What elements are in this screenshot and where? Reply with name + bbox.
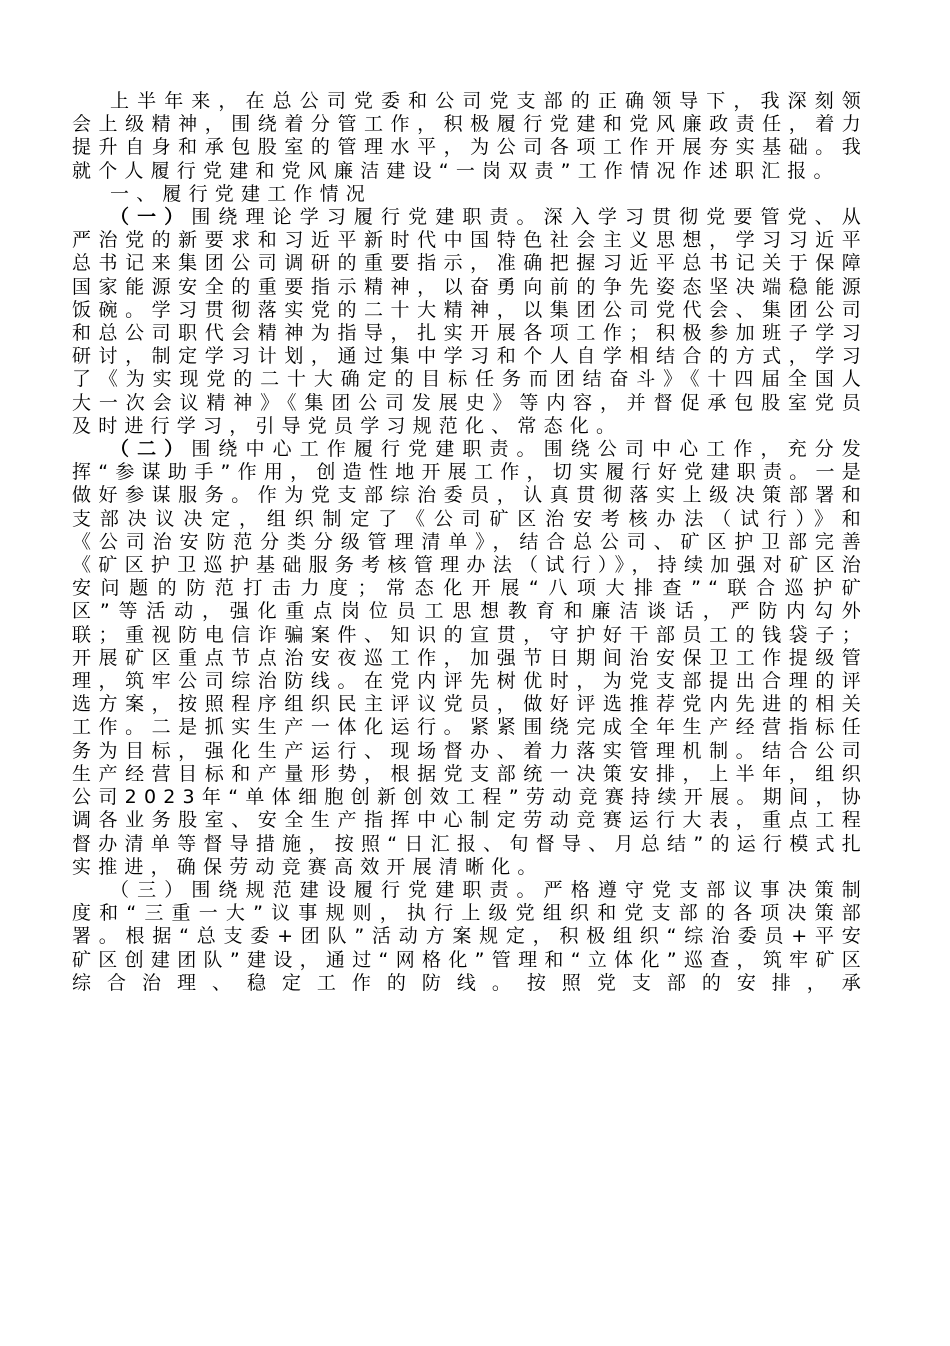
paragraph-2 <box>72 438 868 879</box>
paragraph-3-text: 围绕规范建设履行党建职责。严格遵守党支部议事决策制度和“三重一大”议事规则，执行上级党组织和党支部的各项决策部署。根据“总支委+团队”活动方案规定，积极组织“综治委员+平安矿区创建团队”建设，通过“网格化”管理和“立体化”巡查，筑牢矿区综合治理、稳定工作的防线。按照党支部的安排，承 <box>72 878 868 994</box>
paragraph-2-text: 围绕中心工作履行党建职责。围绕公司中心工作，充分发挥“参谋助手”作用，创造性地开展工作，切实履行好党建职责。一是做好参谋服务。作为党支部综治委员，认真贯彻落实上级决策部署和支部决议决定，组织制定了《公司矿区治安考核办法（试行）》和《公司治安防范分类分级管理清单》，结合总公司、矿区护卫部完善《矿区护卫巡护基础服务考核管理办法（试行）》，持续加强对矿区治安问题的防范打击力度；常态化开展“八项大排查”“联合巡护矿区”等活动，强化重点岗位员工思想教育和廉洁谈话，严防内勾外联；重视防电信诈骗案件、知识的宣贯，守护好干部员工的钱袋子；开展矿区重点节点治安夜巡工作，加强节日期间治安保卫工作提级管理，筑牢公司综治防线。在党内评先树优时，为党支部提出合理的评选方案，按照程序组织民主评议党员，做好评选推荐党内先进的相关工作。二是抓实生产一体化运行。紧紧围绕完成全年生产经营指标任务为目标，强化生产运行、现场督办、着力落实管理机制。结合公司生产经营目标和产量形势，根据党支部统一决策安排，上半年，组织公司2023年“单体细胞创新创效工程”劳动竞赛持续开展。期间，协调各业务股室、安全生产指挥中心制定劳动竞赛运行大表，重点工程督办清单等督导措施，按照“日汇报、旬督导、月总结”的运行模式扎实推进，确保劳动竞赛高效开展清晰化。 <box>72 438 868 878</box>
paragraph-1-number: （一） <box>110 206 192 229</box>
section-heading: 一、履行党建工作情况 <box>110 182 373 205</box>
paragraph-2-number: （二） <box>110 438 192 461</box>
intro-paragraph: 上半年来，在总公司党委和公司党支部的正确领导下，我深刻领会上级精神，围绕着分管工作，积极履行党建和党风廉政责任，着力提升自身和承包股室的管理水平，为公司各项工作开展夯实基础。我就个人履行党建和党风廉洁建设“一岗双责”工作情况作述职汇报。 <box>72 90 868 182</box>
document-page <box>72 90 868 995</box>
paragraph-3-number: （三） <box>110 878 192 901</box>
paragraph-3 <box>72 879 868 995</box>
paragraph-1-text: 围绕理论学习履行党建职责。深入学习贯彻党要管党、从严治党的新要求和习近平新时代中国特色社会主义思想，学习习近平总书记来集团公司调研的重要指示，准确把握习近平总书记关于保障国家能源安全的重要指示精神，以奋勇向前的争先姿态坚决端稳能源饭碗。学习贯彻落实党的二十大精神，以集团公司党代会、集团公司和总公司职代会精神为指导，扎实开展各项工作；积极参加班子学习研讨，制定学习计划，通过集中学习和个人自学相结合的方式，学习了《为实现党的二十大确定的目标任务而团结奋斗》《十四届全国人大一次会议精神》《集团公司发展史》等内容，并督促承包股室党员及时进行学习，引导党员学习规范化、常态化。 <box>72 206 868 437</box>
paragraph-1 <box>72 206 868 438</box>
